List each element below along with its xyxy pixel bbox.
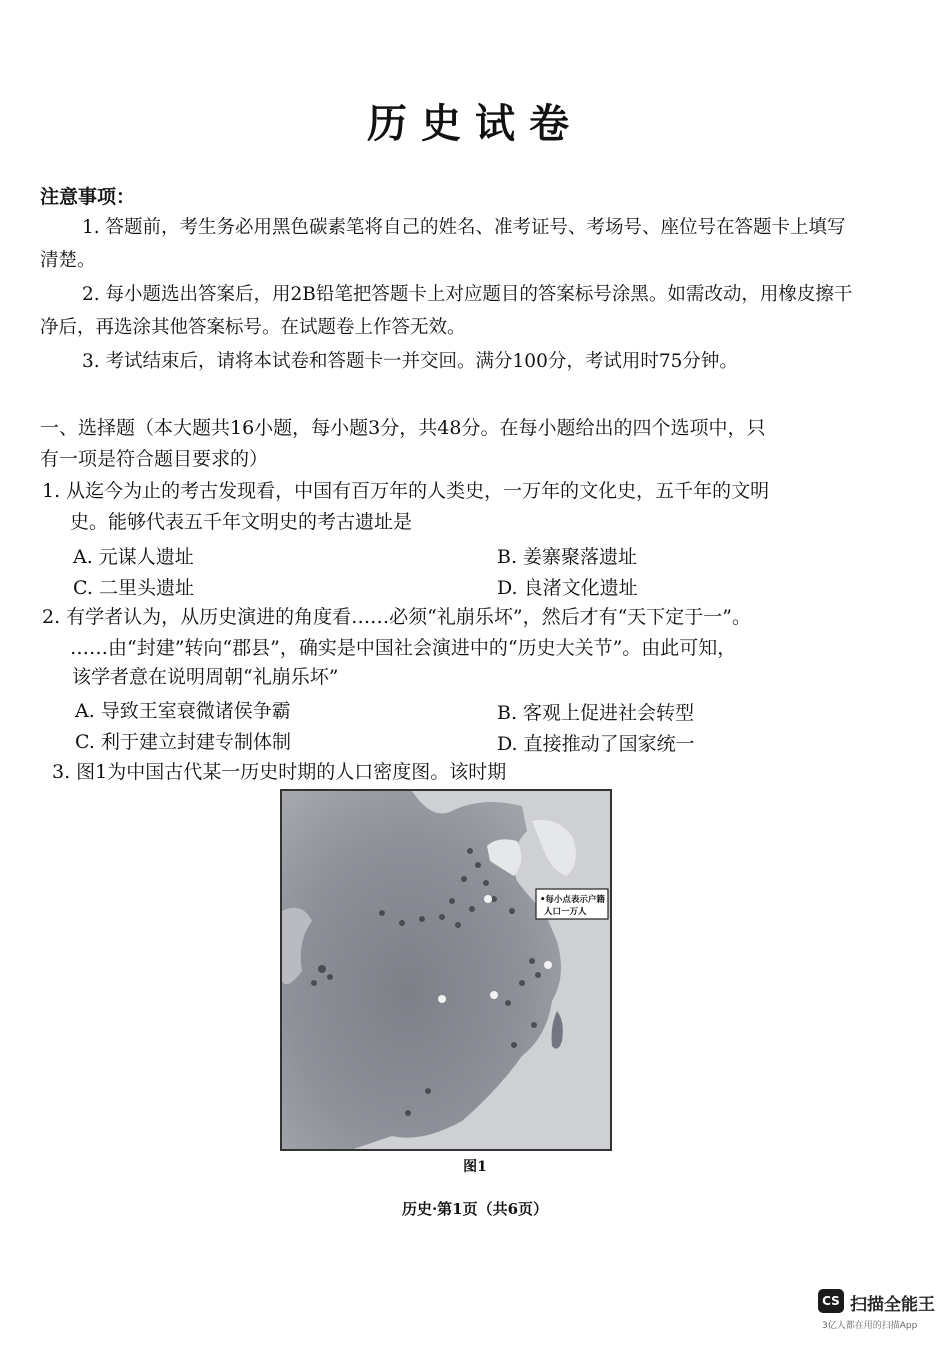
q1-option-d: D. 良渚文化遗址 — [497, 577, 638, 599]
question-3-line-1: 3. 图1为中国古代某一历史时期的人口密度图。该时期 — [52, 761, 507, 783]
section-heading-cont: 有一项是符合题目要求的） — [40, 448, 269, 470]
scanner-tagline: 3亿人都在用的扫描App — [822, 1321, 918, 1331]
question-1-line-2: 史。能够代表五千年文明史的考古遗址是 — [70, 511, 413, 533]
exam-title: 历史试卷 — [367, 100, 583, 147]
q2-option-b: B. 客观上促进社会转型 — [497, 702, 695, 724]
question-2-line-2: ……由“封建”转向“郡县”，确实是中国社会演进中的“历史大关节”。由此可知， — [70, 637, 737, 659]
map-legend-line-2: 人口一万人 — [544, 907, 587, 917]
q2-option-c: C. 利于建立封建专制体制 — [75, 731, 291, 753]
notes-heading: 注意事项： — [40, 186, 136, 208]
q2-option-a: A. 导致王室衰微诸侯争霸 — [75, 700, 291, 722]
q1-option-b: B. 姜寨聚落遗址 — [497, 546, 638, 568]
question-1-line-1: 1. 从迄今为止的考古发现看，中国有百万年的人类史，一万年的文化史，五千年的文明 — [42, 480, 770, 502]
q2-option-d: D. 直接推动了国家统一 — [497, 733, 695, 755]
question-2-line-1: 2. 有学者认为，从历史演进的角度看……必须“礼崩乐坏”，然后才有“天下定于一”。 — [42, 606, 752, 628]
page-footer: 历史·第1页（共6页） — [401, 1200, 549, 1218]
note-item-3: 3. 考试结束后，请将本试卷和答题卡一并交回。满分100分，考试用时75分钟。 — [82, 351, 738, 372]
question-2-line-3: 该学者意在说明周朝“礼崩乐坏” — [72, 666, 339, 688]
note-item-1: 1. 答题前，考生务必用黑色碳素笔将自己的姓名、准考证号、考场号、座位号在答题卡上填写清楚。 — [40, 217, 846, 271]
population-density-map — [280, 789, 612, 1151]
scanner-app-name: 扫描全能王 — [850, 1295, 935, 1315]
q1-option-c: C. 二里头遗址 — [73, 577, 194, 599]
section-heading: 一、选择题（本大题共16小题，每小题3分，共48分。在每小题给出的四个选项中，只 — [40, 417, 766, 439]
map-drawing — [282, 791, 612, 1151]
map-caption: 图1 — [463, 1159, 487, 1175]
scanner-logo-icon: CS — [818, 1289, 844, 1313]
q1-option-a: A. 元谋人遗址 — [73, 546, 194, 568]
map-legend-line-1: •每小点表示户籍 — [540, 895, 605, 905]
note-item-2: 2. 每小题选出答案后，用2B铅笔把答题卡上对应题目的答案标号涂黑。如需改动，用橡皮擦干净后，再选涂其他答案标号。在试题卷上作答无效。 — [40, 284, 853, 338]
